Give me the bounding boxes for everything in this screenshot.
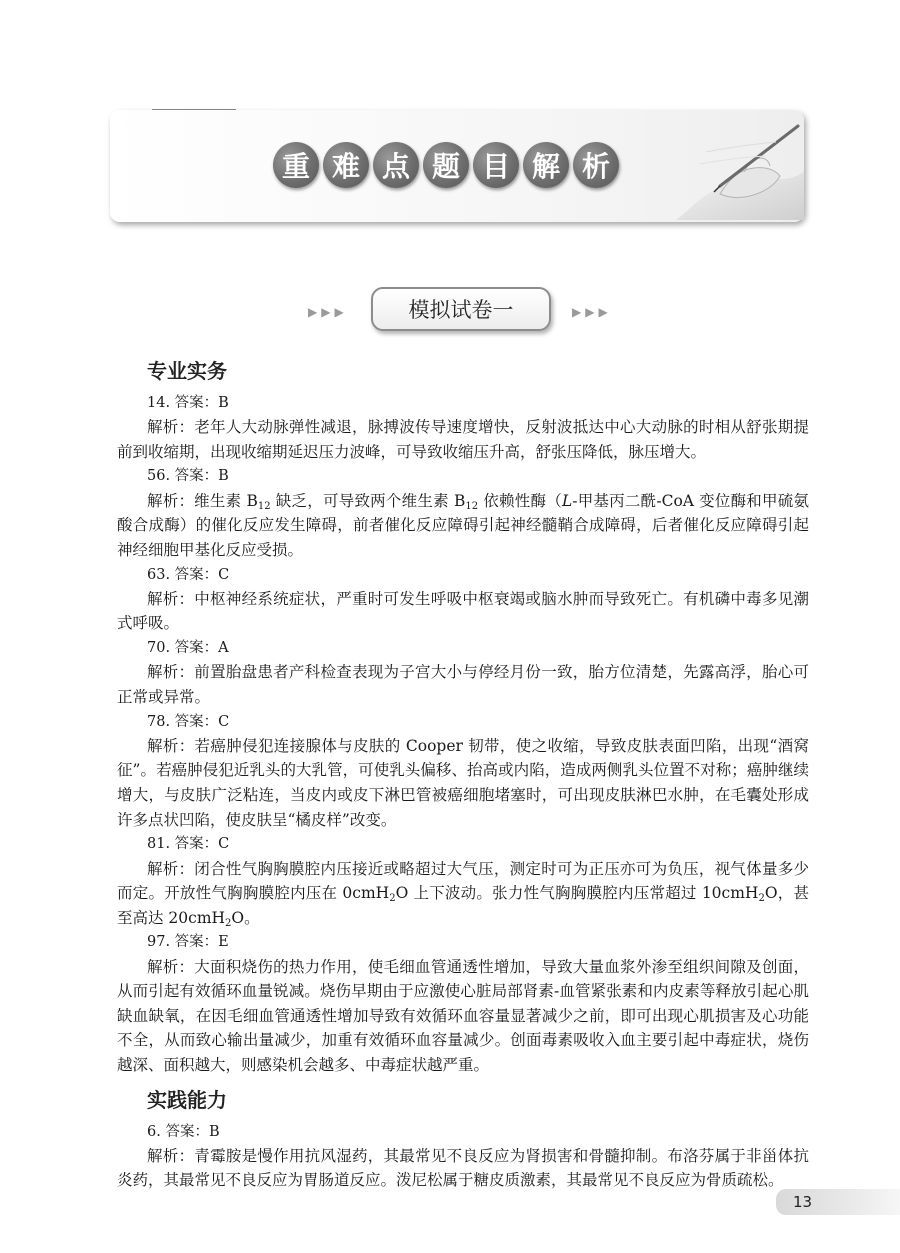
left-arrows-icon: ▶▶▶ — [308, 305, 348, 319]
answer-line: 63. 答案：C — [147, 566, 230, 583]
answer-line: 6. 答案：B — [147, 1123, 220, 1140]
answer-explanations — [117, 354, 809, 1194]
right-arrows-icon: ▶▶▶ — [572, 305, 612, 319]
explanation-text: 解析：中枢神经系统症状，严重时可发生呼吸中枢衰竭或脑水肿而导致死亡。有机磷中毒多见潮式呼吸。 — [117, 589, 809, 633]
explanation-text: 解析：维生素 $B_{12}$ 缺乏，可导致两个维生素 $B_{12}$ 依赖性酶（L-甲基丙二酰-CoA 变位酶和甲硫氨酸合成酶）的催化反应发生障碍，前者催化反应障碍引起神经髓鞘合成障碍，后者催化反应障碍引起神经细胞甲基化反应受损。 — [117, 491, 809, 559]
title-char: 解 — [523, 142, 569, 188]
explanation-text: 解析：前置胎盘患者产科检查表现为子宫大小与停经月份一致，胎方位清楚，先露高浮，胎心可正常或异常。 — [117, 663, 809, 706]
answer-line: 14. 答案：B — [147, 395, 229, 411]
answer-line: 78. 答案：C — [147, 713, 230, 730]
answer-line: 97. 答案：E — [147, 934, 229, 951]
page-number: 13 — [793, 1193, 813, 1211]
section-heading: 实践能力 — [147, 1087, 227, 1112]
section-heading: 专业实务 — [147, 359, 227, 383]
chapter-title — [273, 142, 619, 188]
explanation-text: 解析：闭合性气胸胸膜腔内压接近或略超过大气压，测定时可为正压亦可为负压，视气体量多少而定。开放性气胸胸膜腔内压在 0cmH$_2$O 上下波动。张力性气胸胸膜腔内压常超过 10cmH$_2$O，甚至高达 20cmH$_2$O。 — [117, 859, 810, 929]
explanation-text: 解析：大面积烧伤的热力作用，使毛细血管通透性增加，导致大量血浆外渗至组织间隙及创面，从而引起有效循环血量锐减。烧伤早期由于应激使心脏局部肾素-血管紧张素和内皮素等释放引起心肌缺血缺氧，在因毛细血管通透性增加导致有效循环血容量显著减少之前，即可出现心肌损害及心功能不全，从而致心输出量减少，加重有效循环血容量减少。创面毒素吸收入血主要引起中毒症状，烧伤越深、面积越大，则感染机会越多、中毒症状越严重。 — [117, 957, 809, 1074]
title-char: 点 — [373, 142, 419, 188]
title-char: 析 — [573, 142, 619, 188]
answer-line: 81. 答案：C — [147, 836, 230, 853]
title-char: 难 — [323, 142, 369, 188]
title-char: 重 — [273, 142, 319, 188]
explanation-text: 解析：青霉胺是慢作用抗风湿药，其最常见不良反应为肾损害和骨髓抑制。布洛芬属于非甾体抗炎药，其最常见不良反应为胃肠道反应。泼尼松属于糖皮质激素，其最常见不良反应为骨质疏松。 — [117, 1146, 809, 1190]
explanation-text: 解析：老年人大动脉弹性减退，脉搏波传导速度增快，反射波抵达中心大动脉的时相从舒张期提前到收缩期，出现收缩期延迟压力波峰，可导致收缩压升高，舒张压降低，脉压增大。 — [117, 418, 809, 461]
answer-line: 56. 答案：B — [147, 468, 229, 485]
section-tab: 模拟试卷一 — [371, 287, 551, 331]
hand-writing-illustration — [676, 112, 804, 220]
explanation-text: 解析：若癌肿侵犯连接腺体与皮肤的 Cooper 韧带，使之收缩，导致皮肤表面凹陷，出现“酒窝征”。若癌肿侵犯近乳头的大乳管，可使乳头偏移、抬高或内陷，造成两侧乳头位置不对称；癌肿继续增大，与皮肤广泛粘连，当皮内或皮下淋巴管被癌细胞堵塞时，可出现皮肤淋巴水肿，在毛囊处形成许多点状凹陷，使皮肤呈“橘皮样”改变。 — [117, 736, 809, 829]
answer-line: 70. 答案：A — [147, 640, 229, 657]
title-char: 题 — [423, 142, 469, 188]
title-char: 目 — [473, 142, 519, 188]
